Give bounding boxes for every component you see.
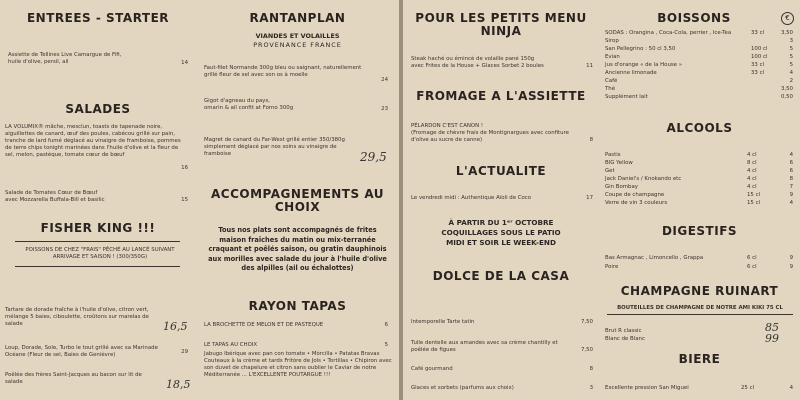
- tapas-title: RAYON TAPAS: [248, 299, 347, 313]
- digestifs-title: DIGESTIFS: [661, 224, 738, 238]
- tapas-choix-desc: Jabugo Ibérique avec pan con tomate • Mòrcilla • Patatas Bravas Couteaux à la crème et tards Fritòre de Jols • Tortillas • Chipiron avec son duvet de chapelure et citron sans oublier le Caviar de notre Méditerranée ... L'EXCELLENTE POUTARGUE !!!: [204, 351, 392, 378]
- viande-faut-filet-price: 24: [381, 77, 388, 83]
- boisson-name: Café: [605, 78, 618, 84]
- boisson-name: Sirop: [605, 38, 619, 44]
- fish-tartare: Tartare de dorade fraîche à l'huile d'olive, citron vert, mélange 5 baies, ciboulette, croûtons sur marelas de salade: [5, 307, 149, 327]
- biere-name: Excellente pression San Miguel: [605, 385, 689, 391]
- alcool-price: 4: [789, 152, 793, 158]
- panel-boissons: [599, 0, 800, 400]
- champagne-price: 99: [765, 332, 779, 345]
- alcool-vol: 8 cl: [747, 160, 757, 166]
- alcool-vol: 4 cl: [747, 176, 757, 182]
- boisson-name: Evian: [605, 54, 620, 60]
- champagne-title: CHAMPAGNE RUINART: [620, 284, 779, 298]
- dessert-tulle-price: 7,50: [580, 347, 593, 353]
- boisson-price: 2: [789, 78, 793, 84]
- alcool-price: 9: [789, 192, 793, 198]
- alcool-name: Gin Bombay: [605, 184, 638, 190]
- fisher-king-title: FISHER KING !!!: [40, 221, 156, 235]
- digestif-price: 9: [789, 255, 793, 261]
- boisson-price: 4: [789, 70, 793, 76]
- fish-tartare-price: 16,5: [163, 320, 188, 333]
- viande-gigot: Gigot d'agneau du pays, omarin & ail confit at Forno 300g: [204, 98, 294, 111]
- accompagnements-title: ACCOMPAGNEMENTS AU CHOIX: [211, 187, 384, 214]
- tapas-choix: LE TAPAS AU CHOIX: [204, 342, 258, 348]
- champagne-divider: [607, 314, 793, 315]
- alcool-name: Get: [605, 168, 615, 174]
- alcool-price: 8: [789, 176, 793, 182]
- panel-rantanplan: [196, 0, 399, 400]
- panel-entrees: [0, 0, 196, 400]
- entree-tellines-price: 14: [181, 60, 188, 66]
- fromage-pelardon-price: 8: [589, 137, 593, 143]
- viande-faut-filet: Faut-filet Normande 300g bleu ou saignant, naturellement grillé fleur de sel avec son os à moelle: [204, 65, 362, 78]
- boisson-price: 5: [789, 46, 793, 52]
- champagne-name: Brut R classic: [605, 328, 642, 334]
- alcools-title: ALCOOLS: [666, 121, 733, 135]
- digestif-vol: 6 cl: [747, 255, 757, 261]
- biere-vol: 25 cl: [741, 385, 755, 391]
- dessert-tatin-price: 7,50: [580, 319, 593, 325]
- boisson-vol: 100 cl: [751, 54, 768, 60]
- fish-grilled-price: 29: [181, 349, 188, 355]
- dessert-cafe-price: 8: [589, 366, 593, 372]
- salades-title: SALADES: [65, 102, 131, 116]
- digestif-price: 9: [789, 264, 793, 270]
- digestif-name: Poire: [605, 264, 619, 270]
- fish-grilled: Loup, Dorade, Sole, Turbo le tout grillé avec sa Marinade Océane (Fleur de sel, Baies de Genièvre): [5, 345, 158, 358]
- alcool-price: 6: [789, 160, 793, 166]
- dolce-title: DOLCE DE LA CASA: [432, 269, 570, 283]
- euro-icon: €: [781, 12, 794, 25]
- entrees-title: ENTREES - STARTER: [26, 11, 170, 25]
- fromage-pelardon: PÉLARDON C'EST CANON ! (Fromage de chèvre frais de Montignargues avec confiture d'olive au sucre de canne): [411, 123, 569, 143]
- viande-magret: Magret de canard du Far-West grillé entier 350/380g simplement déglacé par nos soins au vinaigre de framboise: [204, 137, 345, 157]
- tapas-brochette: LA BROCHETTE DE MELON ET DE PASTEQUE: [204, 322, 324, 328]
- alcool-name: Jack Daniel's / Knokando etc: [605, 176, 682, 182]
- salade-volumix: LA VOLUMIX® mâche, mesclun, toasts de tapenade noire, aiguillettes de canard, œuf des poules, cabécou grillé sur pain, tranche de lard fumé déglacé au vinaigre de framboise, pommes de terre chips tonight marinées dans l'huile d'olive et la fleur de sel, melon, pastèque, tomate cœur de bœuf: [5, 124, 181, 158]
- boisson-price: 5: [789, 62, 793, 68]
- alcool-name: Verre de vin 3 couleurs: [605, 200, 668, 206]
- dessert-glaces: Glaces et sorbets (parfums aux choix): [411, 385, 514, 391]
- alcool-vol: 4 cl: [747, 184, 757, 190]
- accompagnements-text: Tous nos plats sont accompagnés de frites maison fraîches du matin ou mix-terranée craquant et poêlés saison, ou gratin dauphinois aux morilles avec salade du jour à l'huile d'olive des alpilles (ail ou échalottes): [208, 226, 387, 272]
- champagne-subtitle: BOUTEILLES DE CHAMPAGNE DE NOTRE AMI KIKI 75 CL: [617, 305, 783, 311]
- tapas-brochette-price: 6: [384, 322, 388, 328]
- alcool-price: 7: [789, 184, 793, 190]
- rantanplan-subtitle-2: PROVENANCE FRANCE: [253, 41, 342, 49]
- boisson-name: Jus d'orange « de la House »: [605, 62, 683, 68]
- alcool-name: Pastis: [605, 152, 621, 158]
- octobre-announcement: À PARTIR DU 1ᵉʳ OCTOBRE COQUILLAGES SOUS LE PATIO MIDI ET SOIR LE WEEK-END: [441, 218, 561, 247]
- salade-tomates-price: 15: [181, 197, 188, 203]
- alcool-vol: 4 cl: [747, 168, 757, 174]
- boisson-name: San Pellegrino : 50 cl 3,50: [605, 46, 676, 52]
- dessert-cafe: Café gourmand: [411, 366, 453, 372]
- boisson-vol: 33 cl: [751, 30, 765, 36]
- boisson-vol: 33 cl: [751, 62, 765, 68]
- dessert-tulle: Tulle dentelle aux amandes avec sa crème chantilly et poêlée de figues: [411, 340, 558, 353]
- rantanplan-subtitle-1: VIANDES ET VOLAILLES: [255, 32, 340, 40]
- boissons-title: BOISSONS: [657, 11, 731, 25]
- dessert-tatin: Intemporelle Tarte tatin: [411, 319, 475, 325]
- dessert-glaces-price: 3: [589, 385, 593, 391]
- ninja-title: POUR LES PETITS MENU NINJA: [415, 11, 587, 38]
- panel-ninja: [403, 0, 599, 400]
- viande-gigot-price: 23: [381, 106, 388, 112]
- boisson-name: Thé: [605, 86, 616, 92]
- boisson-name: SODAS : Orangina , Coca-Cola, perrier , Ice-Tea: [605, 30, 732, 36]
- actualite-aioli: Le vendredi midi : Authentique Aïoli de Coco: [411, 195, 532, 201]
- boisson-price: 3,50: [780, 86, 793, 92]
- biere-price: 4: [789, 385, 793, 391]
- digestif-name: Bas Armagnac , Limoncello , Grappa: [605, 255, 704, 261]
- biere-title: BIERE: [678, 352, 721, 366]
- tapas-choix-price: 5: [384, 342, 388, 348]
- viande-magret-price: 29,5: [360, 150, 387, 164]
- alcool-vol: 4 cl: [747, 152, 757, 158]
- boisson-price: 3,50: [780, 30, 793, 36]
- ninja-steak-price: 11: [586, 63, 593, 69]
- boisson-vol: 33 cl: [751, 70, 765, 76]
- alcool-price: 4: [789, 200, 793, 206]
- fish-saint-jacques-price: 18,5: [166, 378, 191, 391]
- fish-saint-jacques: Poêlée des frères Saint-Jacques au bacon sur lit de salade: [5, 372, 142, 385]
- salade-volumix-price: 16: [181, 165, 188, 171]
- fromage-title: FROMAGE A L'ASSIETTE: [416, 89, 586, 103]
- boisson-price: 3: [789, 38, 793, 44]
- alcool-vol: 15 cl: [747, 200, 761, 206]
- digestif-vol: 6 cl: [747, 264, 757, 270]
- actualite-title: L'ACTUALITE: [455, 164, 547, 178]
- boisson-price: 5: [789, 54, 793, 60]
- boisson-name: Supplément lait: [605, 94, 648, 100]
- rantanplan-title: RANTANPLAN: [249, 11, 346, 25]
- boisson-price: 0,50: [780, 94, 793, 100]
- entree-tellines: Assiette de Tellines Live Camargue de Fifi, huile d'olive, persil, ail: [8, 52, 122, 65]
- alcool-vol: 15 cl: [747, 192, 761, 198]
- fisher-divider: [15, 241, 180, 242]
- champagne-price: 85: [765, 321, 779, 334]
- fisher-subtitle: POISSONS DE CHEZ "FRAIS" PÊCHÉ AU LANCÉ SUIVANT ARRIVAGE ET SAISON ! (300/350G): [25, 247, 175, 260]
- ninja-steak: Steak haché ou émincé de volaille pané 150g avec Frites de la House + Glaces Sorbet 2 boules: [411, 56, 544, 69]
- boisson-vol: 100 cl: [751, 46, 768, 52]
- champagne-name: Blanc de Blanc: [605, 336, 645, 342]
- fisher-divider-2: [15, 266, 180, 267]
- alcool-name: Coupe de champagne: [605, 192, 665, 198]
- salade-tomates: Salade de Tomates Cœur de Bœuf avec Mozzarella Buffala-Bill et basilic: [5, 190, 105, 203]
- boisson-name: Ancienne limonade: [605, 70, 657, 76]
- alcool-name: BIG Yellow: [605, 160, 633, 166]
- alcool-price: 6: [789, 168, 793, 174]
- actualite-aioli-price: 17: [586, 195, 593, 201]
